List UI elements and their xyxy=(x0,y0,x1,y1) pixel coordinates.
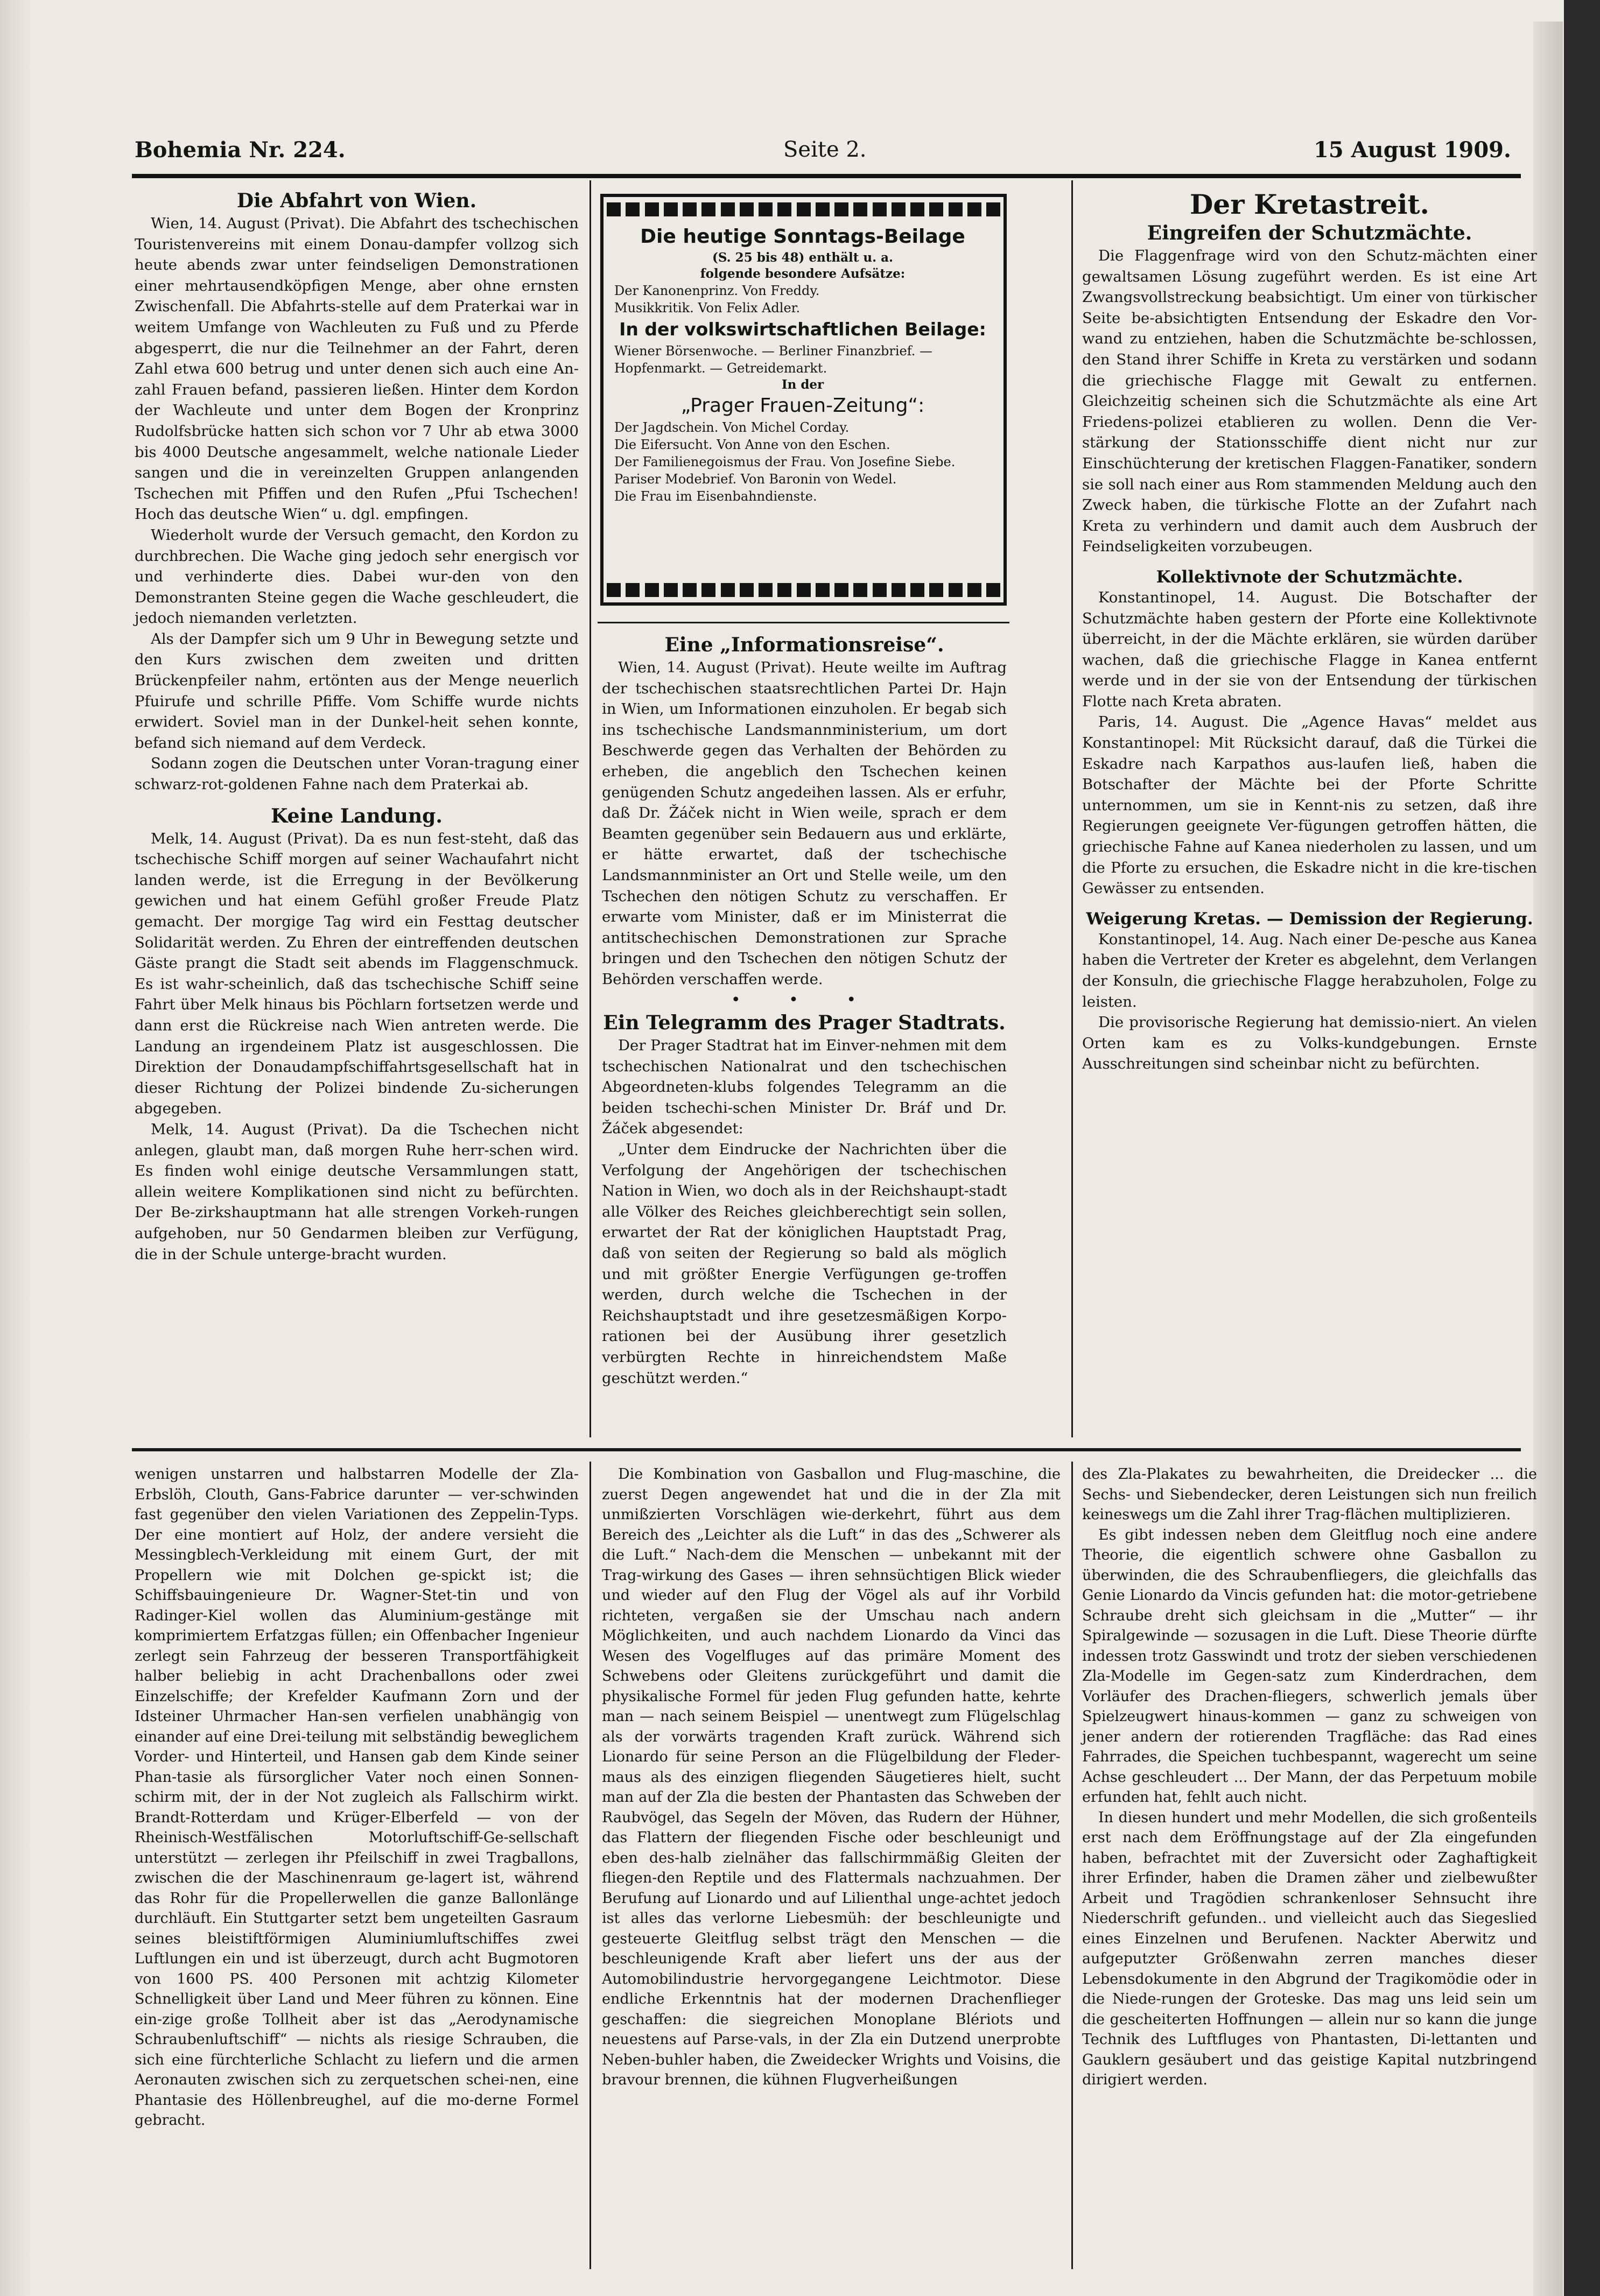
feuilleton-rule xyxy=(132,1448,1521,1451)
article-title-informationsreise: Eine „Informationsreise“. xyxy=(664,634,944,656)
supplement-item: Der Familienegoismus der Frau. Von Josefine Siebe. xyxy=(614,454,956,469)
paragraph: „Unter dem Eindrucke der Nachrichten über die Verfolgung der Angehörigen der tschechischen Nation in Wien, wo doch als in der Reichshaupt-stadt alle Völker des Reiches gleichberechtigt sein sollen, erwartet der Rat der königlichen Hauptstadt Prag, daß von seiten der Regierung so bald als möglich und mit größter Energie Verfügungen ge-troffen werden, durch welche die Tschechen in der Reichshauptstadt und ihre gesetzesmäßigen Korpo-rationen bei der Ausübung ihrer gesetzlich verbürgten Rechte in hinreichendstem Maße geschützt werden.“ xyxy=(602,1141,1007,1387)
paragraph: Konstantinopel, 14. Aug. Nach einer De-pesche aus Kanea haben die Vertreter der Kreter es abgelehnt, dem Verlangen der Konsuln, die griechische Flagge herabzuholen, Folge zu leisten. xyxy=(1082,930,1537,1010)
supplement-item: Die Eifersucht. Von Anne von den Eschen. xyxy=(614,437,890,452)
supplement-item: Wiener Börsenwoche. — Berliner Finanzbrief. — Hopfenmarkt. — Getreidemarkt. xyxy=(614,343,933,376)
paragraph: Melk, 14. August (Privat). Da die Tschechen nicht anlegen, glaubt man, daß morgen Ruhe herr-schen wird. Es finden wohl einige deutsche Versammlungen statt, allein weitere Komplikationen sind nicht zu befürchten. Der Be-zirkshauptmann hat alle strengen Vorkeh-rungen aufgehoben, nur 50 Gendarmen bleiben zur Verfügung, die in der Schule unterge-bracht wurden. xyxy=(135,1120,579,1263)
column-rule-1 xyxy=(590,180,591,1437)
column-rule-2 xyxy=(1071,180,1073,1437)
paragraph: wenigen unstarren und halbstarren Modelle der Zla-Erbslöh, Clouth, Gans-Fabrice darunter — ver-schwinden fast gegenüber den vielen Variationen des Zeppelin-Typs. Der eine montiert auf Holz, der andere versieht die Messingblech-Verkleidung mit einem Gurt, der mit Propellern wie mit Dolchen ge-spickt ist; die Schiffsbauingenieure Dr. Wagner-Stet-tin und von Radinger-Kiel wollen das Aluminium-gestänge mit komprimiertem Erfatzgas füllen; ein Offenbacher Ingenieur zerlegt sein Fahrzeug der besseren Transportfähigkeit halber beliebig in acht Drachenballons oder zwei Einzelschiffe; der Krefelder Kaufmann Zorn und der Idsteiner Uhrmacher Han-sen verfielen unabhängig von einander auf eine Drei-teilung mit selbständig beweglichem Vorder- und Hinterteil, und Hansen gab dem Kinde seiner Phan-tasie als fürsorglicher Vater noch einen Sonnen-schirm mit, der in der Not zugleich als Fallschirm wirkt. Brandt-Rotterdam und Krüger-Elberfeld — von der Rheinisch-Westfälischen Motorluftschiff-Ge-sellschaft unterstützt — zerlegen ihr Pfeilschiff in zwei Tragballons, zwischen die der Maschinenraum ge-lagert ist, während das Rohr für die Propellerwellen die ganze Ballonlänge durchläuft. Ein Stuttgarter setzt bem ungeteilten Gasraum seines bleistiftförmigen Aluminiumluftschiffes zwei Luftlungen ein und ist überzeugt, durch acht Bugmotoren von 1600 PS. 400 Personen mit achtzig Kilometer Schnelligkeit über Land und Meer führen zu können. Eine ein-zige große Tollheit aber ist das „Aerodynamische Schraubenluftschiff“ — nichts als riesige Schrauben, die sich eine fürchterliche Schlacht zu liefern und die armen Aeronauten zwischen sich zu zerquetschen schei-nen, eine Phantasie des Höllenbreughel, auf die mo-derne Formel gebracht. xyxy=(135,1466,579,2129)
paragraph: Paris, 14. August. Die „Agence Havas“ meldet aus Konstantinopel: Mit Rücksicht darauf, daß die Türkei die Eskadre nach Karpathos aus-laufen ließ, haben die Botschafter der Mächte bei der Pforte Schritte unternommen, um sie in Kennt-nis zu setzen, daß ihre Regierungen geeignete Ver-fügungen getroffen hätten, die griechische Fahne auf Kanea niederholen zu lassen, und um die Pforte zu ersuchen, die Eskadre nicht in die kre-tischen Gewässer zu entsenden. xyxy=(1082,713,1537,897)
column-left-top xyxy=(135,188,579,1265)
page-header xyxy=(135,137,1518,170)
paragraph: Wien, 14. August (Privat). Die Abfahrt des tschechischen Touristenvereins mit einem Donau-dampfer vollzog sich heute abends zwar unter feindseligen Demonstrationen einer mehrtausendköpfigen Menge, aber ohne ernsten Zwischenfall. Die Abfahrts-stelle auf dem Praterkai war in weitem Umfange von Wachleuten zu Fuß und zu Pferde abgesperrt, die nur die Teilnehmer an der Fahrt, deren Zahl etwa 600 betrug und unter denen sich auch eine An-zahl Frauen befand, passieren ließen. Hinter dem Kordon der Wachleute und unter dem Bogen der Kronprinz Rudolfsbrücke hatten sich schon vor 7 Uhr ab etwa 3000 bis 4000 Deutsche angesammelt, welche nationale Lieder sangen und die in vereinzelten Gruppen anlangenden Tschechen mit Pfiffen und den Rufen „Pfui Tschechen! Hoch das deutsche Wien“ u. dgl. empfingen. xyxy=(135,215,579,523)
article-title-landung: Keine Landung. xyxy=(271,804,443,827)
article-title-kollektivnote: Kollektivnote der Schutzmächte. xyxy=(1156,567,1463,587)
paragraph: Wiederholt wurde der Versuch gemacht, den Kordon zu durchbrechen. Die Wache ging jedoch sehr energisch vor und verhinderte dies. Dabei wur-den von den Demonstranten Steine gegen die Wache geschleudert, die jedoch niemanden verletzten. xyxy=(135,526,579,627)
supplement-item: Die Frau im Eisenbahndienste. xyxy=(614,489,817,504)
supplement-item: Der Jagdschein. Von Michel Corday. xyxy=(614,420,850,435)
header-page-number: Seite 2. xyxy=(783,137,867,162)
paragraph: Sodann zogen die Deutschen unter Voran-tragung einer schwarz-rot-goldenen Fahne nach dem Praterkai ab. xyxy=(135,755,579,794)
article-title-abfahrt: Die Abfahrt von Wien. xyxy=(236,189,477,212)
paragraph: des Zla-Plakates zu bewahrheiten, die Dreidecker ... die Sechs- und Siebendecker, deren Leistungen sich nun freilich keineswegs um die Zahl ihrer Trag-flächen multiplizieren. xyxy=(1082,1466,1537,1523)
separator-dots: • • • xyxy=(731,990,878,1009)
box-bottom-border xyxy=(603,581,1003,599)
supplement-text xyxy=(614,224,991,505)
column-rule-3 xyxy=(590,1462,591,2269)
box-top-border xyxy=(603,200,1003,219)
column-right-top xyxy=(1082,188,1537,1075)
supplement-subtitle: folgende besondere Aufsätze: xyxy=(700,266,906,281)
article-title-weigerung: Weigerung Kretas. — Demission der Regierung. xyxy=(1086,909,1533,929)
paragraph: Es gibt indessen neben dem Gleitflug noch eine andere Theorie, die eigentlich schwere ohne Gasballon zu überwinden, die des Schraubenfliegers, die gleichfalls das Genie Lionardo da Vincis gefunden hat: die motor-getriebene Schraube dreht sich gleichsam in die „Mutter“ — ihr Spiralgewinde — sozusagen in die Luft. Diese Theorie dürfte indessen trotz Gasswindt und trotz der sieben verschiedenen Zla-Modelle im Gegen-satz zum Kinderdrachen, dem Vorläufer des Drachen-fliegers, schwerlich jemals über Spielzeugwert hinaus-kommen — ganz zu schweigen von jener andern der rotierenden Tragfläche: das Rad eines Fahrrades, die Speichen tuchbespannt, wagerecht um seine Achse geschleudert ... Der Mann, der das Perpetuum mobile erfunden hat, fehlt auch nicht. xyxy=(1082,1526,1537,1806)
paragraph: Melk, 14. August (Privat). Da es nun fest-steht, daß das tschechische Schiff morgen auf seiner Wachaufahrt nicht landen werde, ist die Erregung in der Bevölkerung gewichen und hat einem Gefühl großer Freude Platz gemacht. Der morgige Tag wird ein Festtag deutscher Solidarität werden. Zu Ehren der eintreffenden deutschen Gäste prangt die Stadt seit abends im Flaggenschmuck. Es ist wahr-scheinlich, daß das tschechische Schiff seine Fahrt über Melk hinaus bis Pöchlarn fortsetzen werde und dann erst die Rückreise nach Wien antreten werde. Die Landung an irgendeinem Platz ist ausgeschlossen. Die Direktion der Donaudampfschiffahrtsgesellschaft hat in dieser Richtung der Polizei bindende Zu-sicherungen abgegeben. xyxy=(135,830,579,1118)
separator xyxy=(598,622,1009,623)
article-title-telegramm: Ein Telegramm des Prager Stadtrats. xyxy=(603,1012,1006,1035)
header-issue: Bohemia Nr. 224. xyxy=(135,137,346,163)
paragraph: Konstantinopel, 14. August. Die Botschafter der Schutzmächte haben gestern der Pforte eine Kollektivnote überreicht, in der die Mächte erklären, sie würden darüber wachen, daß die griechische Flagge in Kanea entfernt werde und in der sie von der Entsendung der türkischen Flotte nach Kreta abraten. xyxy=(1082,588,1537,710)
supplement-subtitle: In der xyxy=(781,377,824,392)
page-shadow-left xyxy=(0,0,32,2296)
paragraph: Der Prager Stadtrat hat im Einver-nehmen mit dem tschechischen Nationalrat und den tschechischen Abgeordneten-klubs folgendes Telegramm an die beiden tschechi-schen Minister Dr. Bráf und Dr. Žáček abgesendet: xyxy=(602,1037,1007,1138)
feuilleton-column-2 xyxy=(602,1464,1061,2090)
article-subtitle: Eingreifen der Schutzmächte. xyxy=(1147,222,1472,244)
paragraph: Die Kombination von Gasballon und Flug-maschine, die zuerst Degen angewendet hat und die in der Zla mit unmißzierten Vorschlägen wie-derkehrt, führt aus dem Bereich des „Leichter als die Luft“ in das des „Schwerer als die Luft.“ Nach-dem die Menschen — unbekannt mit der Trag-wirkung des Gases — ihren sehnsüchtigen Blick wieder und wieder auf den Flug der Vögel als auf ihr Vorbild richteten, vergaßen sie der Umschau nach andern Möglichkeiten, und auch nachdem Lionardo da Vinci das Wesen des Vogelfluges auf das primäre Moment des Schwebens oder Gleitens zurückgeführt und damit die physikalische Formel für jeden Flug gefunden hatte, kehrte man — nach seinem Beispiel — unentwegt zum Flügelschlag als der vorwärts tragenden Kraft zurück. Während sich Lionardo für seine Person an die Flügelbildung der Fleder-maus als des einzigen fliegenden Säugetieres hielt, sucht man auf der Zla die besten der Phantasten das Schweben der Raubvögel, das Segeln der Möven, das Rudern der Hühner, das Flattern der fliegenden Fische oder beschleunigt und eben des-halb zielnäher das fallschirmmäßig Gleiten der fliegen-den Reptile und des Flattermals nachzuahmen. Der Berufung auf Lionardo und auf Lilienthal unge-achtet jedoch ist alles das verlorne Liebesmüh: der beschleunigte und gesteuerte Gleitflug selbst trägt den Menschen — die beschleunigende Kraft aber liefert uns der aus der Automobilindustrie hervorgegangene Leichtmotor. Diese endliche Erkenntnis hat der modernen Drachenflieger geschaffen: die siegreichen Monoplane Blériots und neuestens auf Parse-vals, in der Zla ein Dutzend unerprobte Neben-buhler haben, die Zweidecker Wrights und Voisins, die bravour brennen, die kühnen Flugverheißungen xyxy=(602,1466,1061,2088)
column-middle-top xyxy=(602,633,1007,1388)
feuilleton-column-1 xyxy=(135,1464,579,2131)
supplement-item: Musikkritik. Von Felix Adler. xyxy=(614,300,801,315)
supplement-title: „Prager Frauen-Zeitung“: xyxy=(680,395,925,417)
feuilleton-column-3 xyxy=(1082,1464,1537,2090)
supplement-item: Der Kanonenprinz. Von Freddy. xyxy=(614,283,820,298)
supplement-subtitle: (S. 25 bis 48) enthält u. a. xyxy=(712,250,893,265)
supplement-item: Pariser Modebrief. Von Baronin von Wedel. xyxy=(614,472,897,487)
header-rule xyxy=(132,174,1521,178)
column-rule-4 xyxy=(1071,1462,1073,2269)
supplement-title: In der volkswirtschaftlichen Beilage: xyxy=(619,319,986,340)
header-date: 15 August 1909. xyxy=(1314,137,1511,163)
paragraph: Als der Dampfer sich um 9 Uhr in Bewegung setzte und den Kurs zwischen dem zweiten und dritten Brückenpfeiler nahm, ertönten aus der Menge neuerlich Pfuirufe und schrille Pfiffe. Vom Schiffe wurde nichts erwidert. Soviel man in der Dunkel-heit sehen konnte, befand sich niemand auf dem Verdeck. xyxy=(135,630,579,752)
supplement-box xyxy=(600,194,1007,606)
scan-border-right xyxy=(1564,0,1600,2296)
supplement-title: Die heutige Sonntags-Beilage xyxy=(640,226,965,248)
paragraph: In diesen hundert und mehr Modellen, die sich großenteils erst nach dem Eröffnungstage auf der Zla eingefunden haben, befrachtet mit der Zuversicht oder Zaghaftigkeit ihrer Erfinder, haben die Dramen zäher und zielbewußter Arbeit und Tragödien schrankenloser Sehnsucht ihre Niederschrift gefunden.. und vielleicht auch das Siegeslied eines Einzelnen und Berufenen. Nackter Aberwitz und aufgeputzter Größenwahn zerren manches dieser Lebensdokumente in den Abgrund der Tragikomödie oder in die Niede-rungen der Groteske. Das mag uns leid sein um die gescheiterten Hoffnungen — allein nur so kann die junge Technik des Luftfluges von Phantasten, Di-lettanten und Gauklern gesäubert und das geistige Kapital nutzbringend dirigiert werden. xyxy=(1082,1809,1537,2088)
article-title-kretastreit: Der Kretastreit. xyxy=(1190,188,1429,220)
paragraph: Die Flaggenfrage wird von den Schutz-mächten einer gewaltsamen Lösung zugeführt werden. Es ist eine Art Zwangsvollstreckung beabsichtigt. Um einer von türkischer Seite be-absichtigten Entsendung der Eskadre den Vor-wand zu entziehen, haben die Schutzmächte be-schlossen, den Stand ihrer Schiffe in Kreta zu verstärken und sodann die griechische Flagge mit Gewalt zu entfernen. Gleichzeitig scheinen sich die Schutzmächte als eine Art Friedens-polizei etablieren zu wollen. Denn die Ver-stärkung der Stationsschiffe dient nicht nur zur Einschüchterung der kretischen Flaggen-Fanatiker, sondern sie soll nach einer aus Rom stammenden Meldung auch den Zweck haben, die türkische Flotte an der Zufahrt nach Kreta zu verhindern und damit auch dem Ausbruch der Feindseligkeiten vorzubeugen. xyxy=(1082,247,1537,556)
page-edge-right xyxy=(1533,22,1563,2296)
paragraph: Wien, 14. August (Privat). Heute weilte im Auftrag der tschechischen staatsrechtlichen Partei Dr. Hajn in Wien, um Informationen einzuholen. Er begab sich ins tschechische Landsmannministerium, um dort Beschwerde gegen das Verhalten der Behörden zu erheben, die angeblich den Tschechen keinen genügenden Schutz angedeihen lassen. Als er erfuhr, daß Dr. Žáček nicht in Wien weile, sprach er dem Beamten gegenüber sein Bedauern aus und erklärte, er hätte erwartet, daß der tschechische Landsmannminister an Ort und Stelle weile, um den Tschechen den nötigen Schutz zu verschaffen. Er erwarte vom Minister, daß er im Ministerrat die antitschechischen Demonstrationen zur Sprache bringen und den Tschechen den nötigen Schutz der Behörden verschaffen werde. xyxy=(602,659,1007,988)
paragraph: Die provisorische Regierung hat demissio-niert. An vielen Orten kam es zu Volks-kundgebungen. Ernste Ausschreitungen sind scheinbar nicht zu befürchten. xyxy=(1082,1014,1537,1073)
